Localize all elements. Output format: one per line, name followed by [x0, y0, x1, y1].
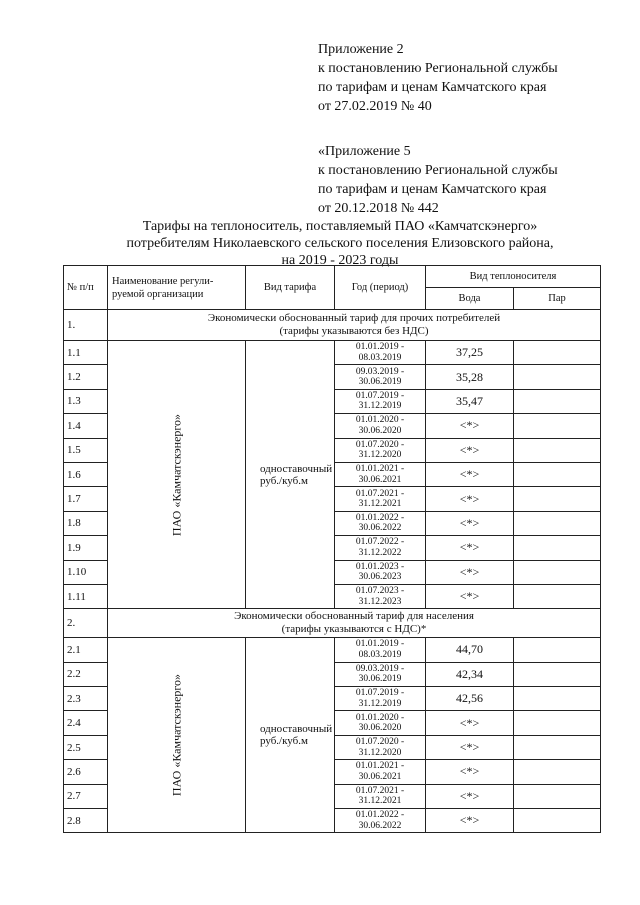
row-number: 2.4: [64, 711, 108, 735]
document-title: [90, 218, 590, 269]
row-number: 2.8: [64, 809, 108, 833]
tariff-type-cell: [246, 341, 335, 609]
period-from: 01.07.2019 -: [355, 688, 405, 699]
water-value: <*>: [426, 511, 514, 535]
period-cell: [335, 687, 426, 711]
section-title: [108, 310, 601, 341]
water-value: <*>: [426, 414, 514, 438]
tariff-unit: руб./куб.м: [260, 735, 308, 748]
appendix2-line: к постановлению Региональной службы: [318, 61, 558, 76]
tariff-unit: руб./куб.м: [260, 474, 308, 487]
row-number: 1.4: [64, 414, 108, 438]
period-from: 01.07.2021 -: [355, 785, 405, 796]
steam-value: [514, 560, 601, 584]
period-cell: [335, 341, 426, 365]
row-number: 2.1: [64, 638, 108, 662]
steam-value: [514, 462, 601, 486]
steam-value: [514, 809, 601, 833]
steam-value: [514, 511, 601, 535]
water-value: <*>: [426, 809, 514, 833]
table-row: [64, 638, 601, 662]
row-number: 2.7: [64, 784, 108, 808]
period-cell: [335, 638, 426, 662]
period-to: 31.12.2021: [358, 499, 402, 510]
period-from: 01.07.2019 -: [355, 390, 405, 401]
col-header-period: Год (период): [335, 266, 426, 310]
steam-value: [514, 414, 601, 438]
period-cell: [335, 735, 426, 759]
section-title: [108, 609, 601, 638]
water-value: <*>: [426, 760, 514, 784]
period-to: 30.06.2021: [358, 474, 402, 485]
row-number: 1.8: [64, 511, 108, 535]
water-value: <*>: [426, 536, 514, 560]
period-from: 01.01.2019 -: [355, 639, 405, 650]
tariff-type: одноставочный: [260, 723, 333, 736]
period-from: 01.01.2020 -: [355, 415, 405, 426]
period-to: 30.06.2022: [358, 523, 402, 534]
row-number: 1.1: [64, 341, 108, 365]
row-number: 1.10: [64, 560, 108, 584]
row-number: 2.2: [64, 662, 108, 686]
row-number: 1.5: [64, 438, 108, 462]
organization-cell: [108, 341, 246, 609]
appendix5-line: от 20.12.2018 № 442: [318, 201, 439, 216]
row-number: 2.5: [64, 735, 108, 759]
organization-name: ПАО «Камчатскэнерго»: [169, 413, 183, 536]
appendix2-line: от 27.02.2019 № 40: [318, 99, 432, 114]
water-value: <*>: [426, 462, 514, 486]
water-value: <*>: [426, 438, 514, 462]
period-to: 30.06.2020: [358, 723, 402, 734]
tariff-type-cell: [246, 638, 335, 833]
row-number: 1.6: [64, 462, 108, 486]
appendix5-line: к постановлению Региональной службы: [318, 163, 558, 178]
col-header-steam: Пар: [514, 288, 601, 310]
water-value: <*>: [426, 487, 514, 511]
steam-value: [514, 760, 601, 784]
row-number: 1.9: [64, 536, 108, 560]
section-row: [64, 609, 601, 638]
row-number: 2.6: [64, 760, 108, 784]
section-number: 1.: [64, 310, 108, 341]
organization-cell: [108, 638, 246, 833]
water-value: 37,25: [426, 341, 514, 365]
row-number: 1.11: [64, 584, 108, 608]
period-to: 31.12.2023: [358, 596, 402, 607]
section-number: 2.: [64, 609, 108, 638]
appendix-header: [318, 40, 618, 218]
table-row: [64, 341, 601, 365]
period-to: 30.06.2019: [358, 377, 402, 388]
section-title-line: Экономически обоснованный тариф для прочих потребителей: [207, 312, 501, 324]
col-header-carrier: Вид теплоносителя: [426, 266, 601, 288]
period-cell: [335, 389, 426, 413]
section-title-line: Экономически обоснованный тариф для населения: [234, 610, 474, 623]
period-to: 08.03.2019: [358, 352, 402, 363]
section-title-line: (тарифы указываются без НДС): [279, 325, 429, 337]
period-cell: [335, 487, 426, 511]
section-row: [64, 310, 601, 341]
organization-name: ПАО «Камчатскэнерго»: [169, 674, 183, 797]
col-header-org: Наименование регули-руемой организации: [108, 266, 246, 310]
col-header-water: Вода: [426, 288, 514, 310]
water-value: 35,28: [426, 365, 514, 389]
period-cell: [335, 584, 426, 608]
steam-value: [514, 735, 601, 759]
period-cell: [335, 462, 426, 486]
col-header-tariff: Вид тарифа: [246, 266, 335, 310]
period-from: 01.01.2019 -: [355, 342, 405, 353]
tariff-type: одноставочный: [260, 462, 333, 475]
period-cell: [335, 784, 426, 808]
steam-value: [514, 711, 601, 735]
steam-value: [514, 638, 601, 662]
steam-value: [514, 487, 601, 511]
row-number: 1.7: [64, 487, 108, 511]
appendix2-line: Приложение 2: [318, 42, 404, 57]
period-to: 30.06.2023: [358, 572, 402, 583]
period-cell: [335, 560, 426, 584]
water-value: <*>: [426, 584, 514, 608]
appendix5-line: «Приложение 5: [318, 144, 411, 159]
period-from: 01.01.2022 -: [355, 512, 405, 523]
period-to: 30.06.2019: [358, 674, 402, 685]
water-value: 42,56: [426, 687, 514, 711]
period-from: 01.07.2022 -: [355, 537, 405, 548]
period-cell: [335, 511, 426, 535]
appendix5-line: по тарифам и ценам Камчатского края: [318, 182, 547, 197]
period-from: 01.01.2023 -: [355, 561, 405, 572]
steam-value: [514, 662, 601, 686]
period-to: 08.03.2019: [358, 649, 402, 660]
period-to: 31.12.2020: [358, 747, 402, 758]
water-value: 42,34: [426, 662, 514, 686]
period-from: 01.01.2020 -: [355, 712, 405, 723]
period-from: 09.03.2019 -: [355, 663, 405, 674]
water-value: <*>: [426, 560, 514, 584]
period-from: 01.01.2022 -: [355, 810, 405, 821]
period-to: 30.06.2021: [358, 771, 402, 782]
period-cell: [335, 711, 426, 735]
water-value: <*>: [426, 784, 514, 808]
section-title-line: (тарифы указываются с НДС)*: [281, 623, 427, 636]
period-cell: [335, 760, 426, 784]
water-value: <*>: [426, 735, 514, 759]
period-cell: [335, 414, 426, 438]
period-from: 01.07.2020 -: [355, 439, 405, 450]
steam-value: [514, 687, 601, 711]
period-cell: [335, 536, 426, 560]
tariff-table: [63, 265, 601, 833]
period-to: 30.06.2020: [358, 425, 402, 436]
row-number: 2.3: [64, 687, 108, 711]
appendix2-line: по тарифам и ценам Камчатского края: [318, 80, 547, 95]
steam-value: [514, 784, 601, 808]
title-line: потребителям Николаевского сельского поселения Елизовского района,: [126, 236, 554, 251]
period-from: 01.07.2020 -: [355, 737, 405, 748]
steam-value: [514, 536, 601, 560]
water-value: 44,70: [426, 638, 514, 662]
period-cell: [335, 809, 426, 833]
period-cell: [335, 662, 426, 686]
row-number: 1.3: [64, 389, 108, 413]
period-cell: [335, 438, 426, 462]
period-from: 01.01.2021 -: [355, 464, 405, 475]
title-line: Тарифы на теплоноситель, поставляемый ПАО «Камчатскэнерго»: [142, 219, 538, 234]
row-number: 1.2: [64, 365, 108, 389]
period-to: 30.06.2022: [358, 820, 402, 831]
period-from: 01.07.2021 -: [355, 488, 405, 499]
period-cell: [335, 365, 426, 389]
steam-value: [514, 584, 601, 608]
title-line: на 2019 - 2023 годы: [281, 253, 399, 268]
period-from: 09.03.2019 -: [355, 366, 405, 377]
period-to: 31.12.2022: [358, 547, 402, 558]
period-to: 31.12.2019: [358, 401, 402, 412]
water-value: 35,47: [426, 389, 514, 413]
steam-value: [514, 365, 601, 389]
water-value: <*>: [426, 711, 514, 735]
period-from: 01.07.2023 -: [355, 586, 405, 597]
steam-value: [514, 438, 601, 462]
period-to: 31.12.2021: [358, 796, 402, 807]
period-to: 31.12.2019: [358, 698, 402, 709]
col-header-num: № п/п: [64, 266, 108, 310]
steam-value: [514, 341, 601, 365]
period-from: 01.01.2021 -: [355, 761, 405, 772]
steam-value: [514, 389, 601, 413]
period-to: 31.12.2020: [358, 450, 402, 461]
